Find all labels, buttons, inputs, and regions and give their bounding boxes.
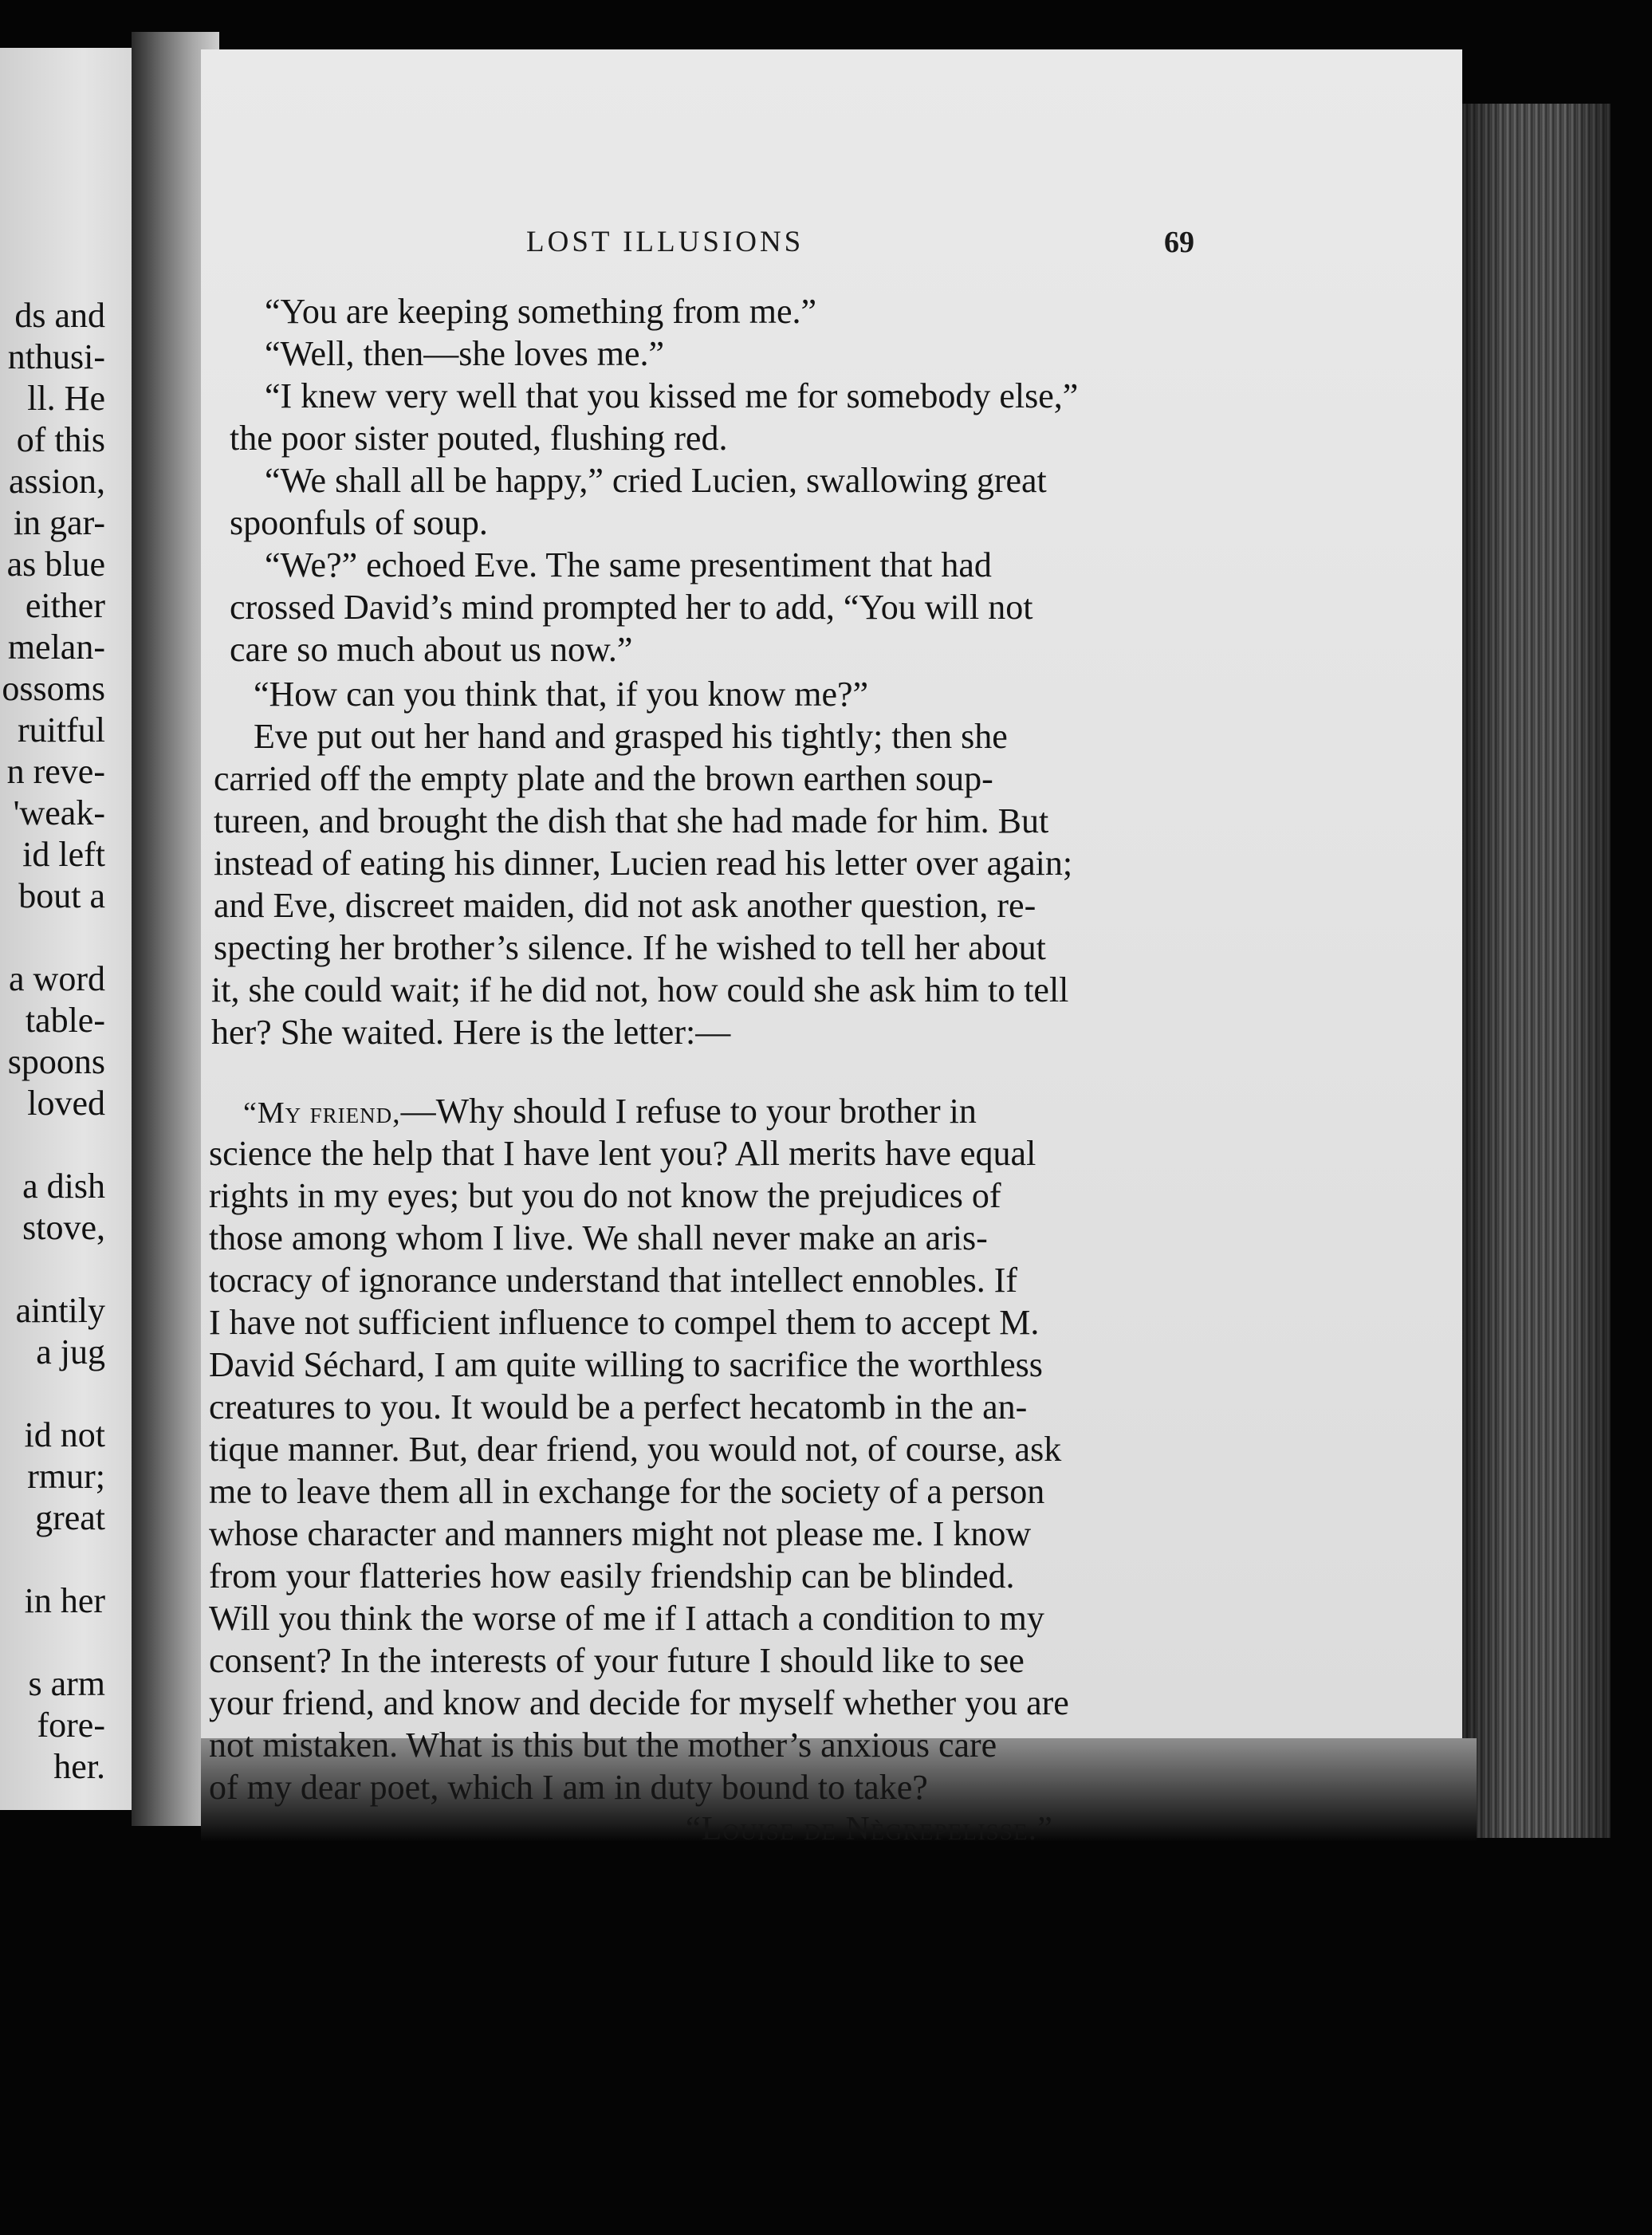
- left-line: bout a: [18, 876, 105, 915]
- text-line: “I knew very well that you kissed me for somebody else,”: [265, 376, 1079, 415]
- text-line: carried off the empty plate and the brown earthen soup-: [214, 759, 993, 798]
- text-line: “Well, then—she loves me.”: [265, 334, 665, 373]
- text-line: tocracy of ignorance understand that intellect ennobles. If: [209, 1261, 1018, 1300]
- text-line: her? She waited. Here is the letter:—: [211, 1013, 731, 1052]
- page-number: 69: [1164, 226, 1194, 259]
- left-line: melan-: [7, 628, 105, 667]
- text-line: David Séchard, I am quite willing to sacrifice the worthless: [209, 1345, 1043, 1384]
- text-line: consent? In the interests of your future I should like to see: [209, 1641, 1025, 1680]
- left-line: spoons: [7, 1042, 105, 1081]
- left-line: stove,: [22, 1208, 105, 1247]
- text-line: those among whom I live. We shall never make an aris-: [209, 1218, 988, 1257]
- left-line: a jug: [36, 1332, 105, 1371]
- text-line: it, she could wait; if he did not, how could she ask him to tell: [211, 970, 1069, 1009]
- text-line: and Eve, discreet maiden, did not ask another question, re-: [214, 886, 1036, 925]
- letter-first-line: [243, 1091, 977, 1131]
- left-line: in her: [24, 1581, 105, 1620]
- left-line: a dish: [22, 1167, 105, 1206]
- left-line: loved: [27, 1084, 105, 1123]
- running-title: LOST ILLUSIONS: [526, 226, 804, 258]
- left-line: ossoms: [2, 669, 105, 708]
- left-line: table-: [25, 1001, 105, 1040]
- left-line: ds and: [14, 296, 105, 335]
- text-line: of my dear poet, which I am in duty bound to take?: [209, 1768, 928, 1807]
- text-line: not mistaken. What is this but the mother’s anxious care: [209, 1725, 997, 1765]
- text-line: rights in my eyes; but you do not know the prejudices of: [209, 1176, 1001, 1215]
- text-line: science the help that I have lent you? All merits have equal: [209, 1134, 1036, 1173]
- left-line: her.: [53, 1747, 105, 1786]
- left-line: id not: [24, 1415, 105, 1454]
- left-line: nthusi-: [7, 337, 105, 376]
- text-line: I have not sufficient influence to compel them to accept M.: [209, 1303, 1040, 1342]
- left-line: 'weak-: [13, 793, 105, 832]
- text-line: from your flatteries how easily friendship can be blinded.: [209, 1556, 1015, 1596]
- text-line: “We shall all be happy,” cried Lucien, swallowing great: [265, 461, 1047, 500]
- left-line: in gar-: [13, 503, 105, 542]
- page-edges-shadow: [1462, 104, 1611, 1838]
- text-line: creatures to you. It would be a perfect hecatomb in the an-: [209, 1387, 1028, 1426]
- left-line: aintily: [15, 1291, 105, 1330]
- text-line: —Why should I refuse to your brother in: [400, 1092, 977, 1131]
- left-line: great: [35, 1498, 105, 1537]
- text-line: “We?” echoed Eve. The same presentiment that had: [265, 545, 992, 584]
- left-line: rmur;: [27, 1457, 105, 1496]
- letter-signature: “Louise de Nègrepelisse.”: [686, 1811, 1053, 1847]
- left-line: id left: [22, 835, 105, 874]
- left-line: of this: [16, 420, 105, 459]
- left-line: assion,: [9, 462, 105, 501]
- text-line: specting her brother’s silence. If he wished to tell her about: [214, 928, 1046, 967]
- text-line: “How can you think that, if you know me?”: [254, 675, 869, 714]
- letter-salutation: “My friend,: [243, 1096, 401, 1130]
- left-line: ll. He: [27, 379, 105, 418]
- left-line: ruitful: [18, 710, 105, 750]
- text-line: care so much about us now.”: [230, 630, 633, 669]
- left-line: either: [25, 586, 105, 625]
- text-line: the poor sister pouted, flushing red.: [230, 419, 728, 458]
- text-line: “You are keeping something from me.”: [265, 292, 817, 331]
- left-line: a word: [9, 959, 105, 998]
- text-line: whose character and manners might not please me. I know: [209, 1514, 1032, 1553]
- text-line: Eve put out her hand and grasped his tightly; then she: [254, 717, 1008, 756]
- previous-page-text: [0, 0, 151, 2235]
- text-line: your friend, and know and decide for myself whether you are: [209, 1683, 1069, 1722]
- text-line: tureen, and brought the dish that she had made for him. But: [214, 801, 1049, 840]
- text-line: tique manner. But, dear friend, you would not, of course, ask: [209, 1430, 1062, 1469]
- text-line: me to leave them all in exchange for the society of a person: [209, 1472, 1045, 1511]
- text-line: Will you think the worse of me if I attach a condition to my: [209, 1599, 1044, 1638]
- text-line: crossed David’s mind prompted her to add, “You will not: [230, 588, 1033, 627]
- left-line: as blue: [6, 545, 105, 584]
- left-line: s arm: [28, 1664, 105, 1703]
- text-line: instead of eating his dinner, Lucien read his letter over again;: [214, 844, 1073, 883]
- text-line: spoonfuls of soup.: [230, 503, 488, 542]
- left-line: n reve-: [6, 752, 105, 791]
- left-line: fore-: [37, 1706, 105, 1745]
